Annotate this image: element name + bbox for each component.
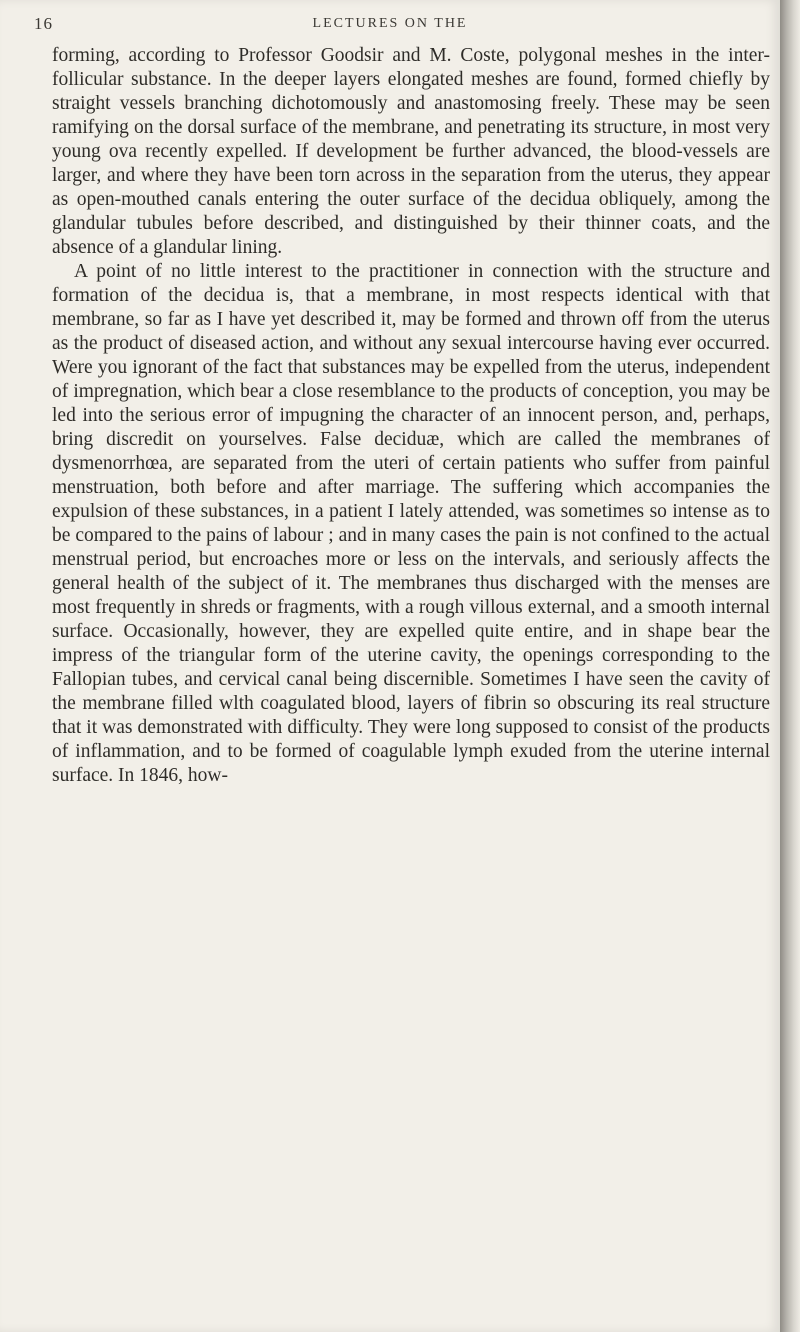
running-title: LECTURES ON THE [312,16,468,31]
paragraph-continued: forming, according to Professor Goodsir and M. Coste, polygonal meshes in the inter-follicular substance. In the deeper layers elongated meshes are found, formed chiefly by straight vessels branching dichotomously and anastomosing freely. These may be seen ramifying on the dorsal surface of the membrane, and penetrating its structure, in most very young ova recently expelled. If development be further advanced, the blood-vessels are larger, and where they have been torn across in the separation from the uterus, they appear as open-mouthed canals entering the outer surface of the decidua obliquely, among the glandular tubules before described, and distinguished by their thinner coats, and the absence of a glandular lining. [52,45,770,258]
page-number: 16 [34,14,53,33]
running-head [0,10,780,40]
body-text [52,44,770,788]
paragraph-false-decidua: A point of no little interest to the practitioner in connection with the structure and formation of the decidua is, that a membrane, in most respects identical with that membrane, so far as I have yet described it, may be formed and thrown off from the uterus as the product of diseased action, and without any sexual intercourse having ever occurred. Were you ignorant of the fact that substances may be expelled from the uterus, independent of impregnation, which bear a close resemblance to the products of conception, you may be led into the serious error of impugning the character of an innocent person, and, perhaps, bring discredit on yourselves. False deciduæ, which are called the membranes of dysmenorrhœa, are separated from the uteri of certain patients who suffer from painful menstruation, both before and after marriage. The suffering which accompanies the expulsion of these substances, in a patient I lately attended, was sometimes so intense as to be compared to the pains of labour ; and in many cases the pain is not confined to the actual menstrual period, but encroaches more or less on the intervals, and seriously affects the general health of the subject of it. The membranes thus discharged with the menses are most frequently in shreds or fragments, with a rough villous external, and a smooth internal surface. Occasionally, however, they are expelled quite entire, and in shape bear the impress of the triangular form of the uterine cavity, the openings corresponding to the Fallopian tubes, and cervical canal being discernible. Sometimes I have seen the cavity of the membrane filled wlth coagulated blood, layers of fibrin so obscuring its real structure that it was demonstrated with difficulty. They were long supposed to consist of the products of inflammation, and to be formed of coagulable lymph exuded from the uterine internal surface. In 1846, how- [52,261,770,786]
page-edge-shadow [780,0,800,1332]
